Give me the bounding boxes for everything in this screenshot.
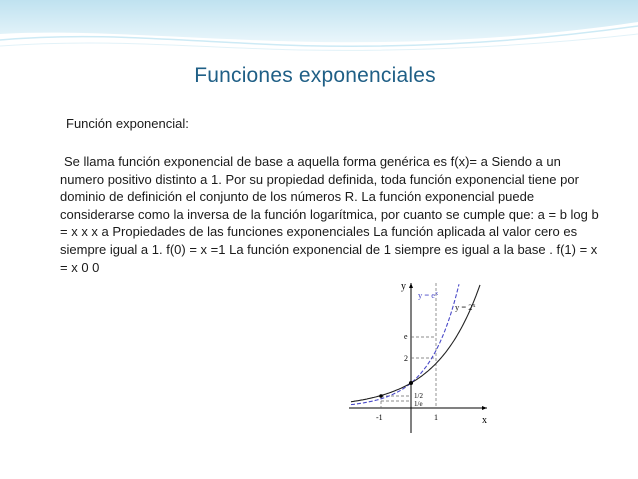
- y-axis-label: y: [401, 281, 406, 292]
- y-axis-arrow: [409, 283, 413, 288]
- point-neg1-half: [379, 394, 383, 398]
- slide-title: Funciones exponenciales: [194, 64, 436, 87]
- section-subtitle: Función exponencial:: [66, 116, 189, 131]
- tick-2-label: 2: [404, 354, 408, 363]
- point-0-1: [409, 381, 413, 385]
- tick-inv-e-label: 1/e: [414, 400, 423, 408]
- exponential-graph: [343, 275, 493, 435]
- x-axis-arrow: [482, 406, 487, 410]
- tick-1-label: 1: [434, 413, 438, 422]
- tick-half-label: 1/2: [414, 392, 423, 400]
- curve-e-label: $y = e^x$: [418, 290, 439, 300]
- tick-e-label: e: [404, 332, 408, 341]
- x-axis-label: x: [482, 415, 487, 426]
- curve-2-label: $y = 2^x$: [455, 302, 476, 312]
- header-decoration: [0, 0, 638, 70]
- tick-neg1-label: -1: [376, 413, 383, 422]
- body-paragraph: Se llama función exponencial de base a aquella forma genérica es f(x)= a Siendo a un numero positivo distinto a 1. Por su propiedad definida, toda función exponencial tiene por dominio de definición el conjunto de los números R. La función exponencial puede considerarse como la inversa de la función logarítmica, por cuanto se cumple que: a = b log b = x x x a Propiedades de las funciones exponenciales La función aplicada al valor cero es siempre igual a 1. f(0) = x =1 La función exponencial de 1 siempre es igual a la base . f(1) = x = x 0 0: [60, 154, 599, 275]
